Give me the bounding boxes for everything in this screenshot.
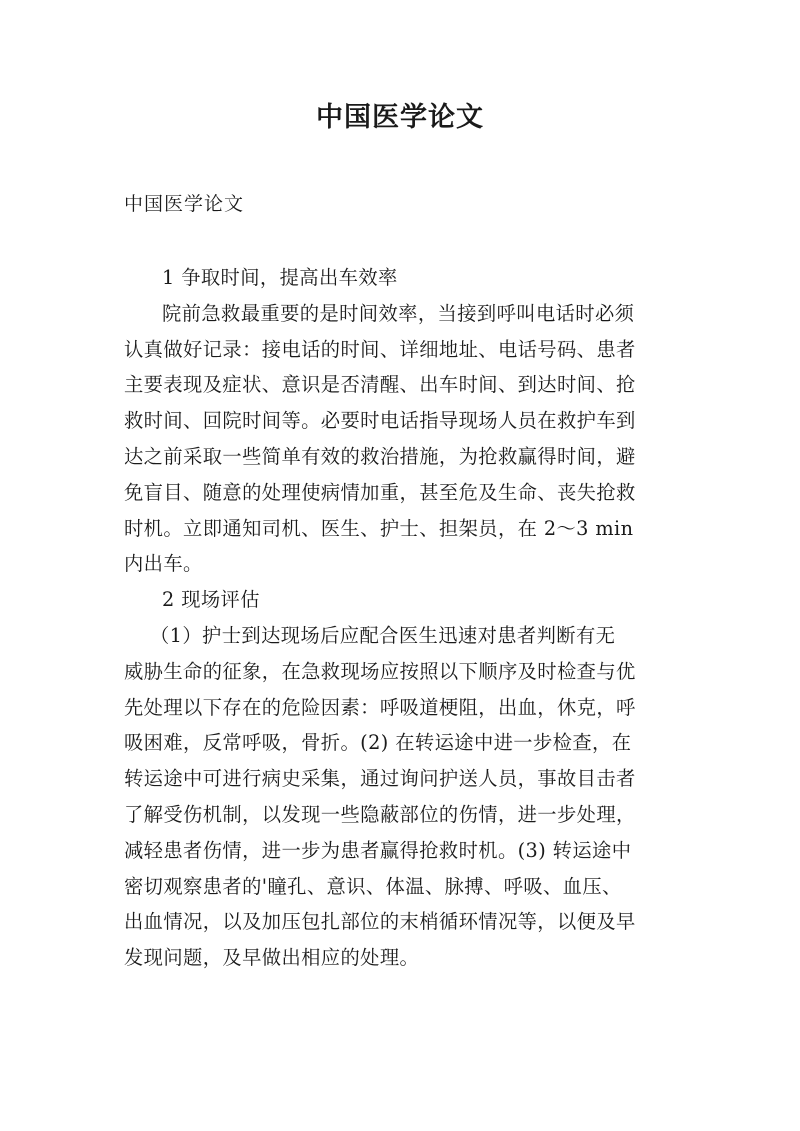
paragraph-line: 院前急救最重要的是时间效率，当接到呼叫电话时必须: [162, 301, 635, 325]
paragraph-line: 救时间、回院时间等。必要时电话指导现场人员在救护车到: [124, 409, 636, 433]
paragraph-line: 了解受伤机制，以发现一些隐蔽部位的伤情，进一步处理，: [124, 802, 636, 826]
paragraph-line: 时机。立即通知司机、医生、护士、担架员，在 2～3 min: [124, 516, 634, 540]
paragraph-line: 认真做好记录：接电话的时间、详细地址、电话号码、患者: [124, 337, 636, 361]
paragraph-line: 先处理以下存在的危险因素：呼吸道梗阻，出血，休克，呼: [124, 695, 636, 719]
paragraph-line: 内出车。: [124, 552, 203, 576]
paragraph-line: 威胁生命的征象，在急救现场应按照以下顺序及时检查与优: [124, 659, 636, 683]
paragraph-line: 吸困难，反常呼吸，骨折。(2) 在转运途中进一步检查，在: [124, 731, 632, 755]
paragraph-line: 减轻患者伤情，进一步为患者赢得抢救时机。(3) 转运途中: [124, 838, 632, 862]
paragraph-line: 免盲目、随意的处理使病情加重，甚至危及生命、丧失抢救: [124, 480, 636, 504]
paragraph-line: 主要表现及症状、意识是否清醒、出车时间、到达时间、抢: [124, 373, 636, 397]
paragraph-line: （1）护士到达现场后应配合医生迅速对患者判断有无: [150, 623, 616, 647]
section-heading-1: 1 争取时间，提高出车效率: [162, 266, 398, 289]
document-subtitle: 中国医学论文: [124, 193, 245, 215]
paragraph-line: 达之前采取一些简单有效的救治措施，为抢救赢得时间，避: [124, 444, 636, 468]
paragraph-line: 发现问题，及早做出相应的处理。: [124, 946, 420, 970]
document-title: 中国医学论文: [316, 102, 484, 133]
paragraph-line: 转运途中可进行病史采集，通过询问护送人员，事故目击者: [124, 767, 636, 791]
paragraph-line: 出血情况，以及加压包扎部位的末梢循环情况等，以便及早: [124, 910, 636, 934]
section-heading-2: 2 现场评估: [162, 588, 260, 612]
paragraph-line: 密切观察患者的'瞳孔、意识、体温、脉搏、呼吸、血压、: [124, 874, 622, 898]
document-body: [124, 260, 680, 976]
